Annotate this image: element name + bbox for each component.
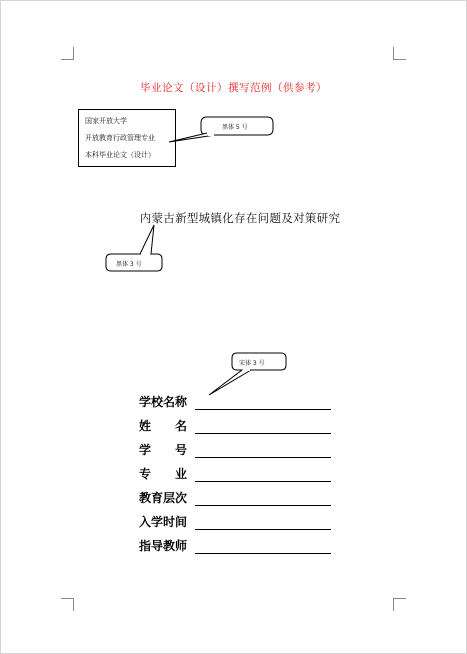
- callout-title-font-text: 黑体 3 号: [116, 261, 142, 268]
- form-label-student-id-a: 学: [139, 443, 152, 457]
- form-line-education-level[interactable]: [195, 491, 331, 506]
- form-label-school-name: 学校名称: [139, 395, 188, 409]
- form-label-name: [139, 417, 187, 434]
- header-line-major: 开放教育行政管理专业: [85, 134, 155, 142]
- callout-form-font-pointer: [209, 370, 251, 395]
- callout-title-font-pointer: [140, 225, 154, 254]
- form-line-school-name[interactable]: [195, 395, 331, 410]
- form-label-major-a: 专: [139, 467, 152, 481]
- form-label-enrollment-time: 入学时间: [139, 515, 188, 529]
- form-label-major: [139, 465, 187, 482]
- form-line-name[interactable]: [195, 419, 331, 434]
- form-label-student-id: [139, 441, 187, 458]
- header-line-university: 国家开放大学: [85, 117, 127, 125]
- form-label-student-id-b: 号: [174, 443, 187, 457]
- callout-header-font-text: 黑体 5 号: [222, 124, 248, 131]
- form-label-name-b: 名: [174, 419, 187, 433]
- form-label-advisor: 指导教师: [139, 539, 188, 553]
- form-line-enrollment-time[interactable]: [195, 515, 331, 530]
- form-line-major[interactable]: [195, 467, 331, 482]
- form-line-student-id[interactable]: [195, 443, 331, 458]
- form-label-name-a: 姓: [139, 419, 152, 433]
- form-label-major-b: 业: [174, 467, 187, 481]
- form-line-advisor[interactable]: [195, 539, 331, 554]
- document-title: 毕业论文（设计）撰写范例（供参考）: [140, 82, 327, 94]
- form-label-education-level: 教育层次: [139, 491, 188, 505]
- callout-form-font-text: 宋体 3 号: [239, 360, 265, 367]
- header-line-degree: 本科毕业论文（设计）: [85, 151, 155, 159]
- callout-shapes: [1, 1, 466, 653]
- thesis-title: 内蒙古新型城镇化存在问题及对策研究: [139, 211, 341, 225]
